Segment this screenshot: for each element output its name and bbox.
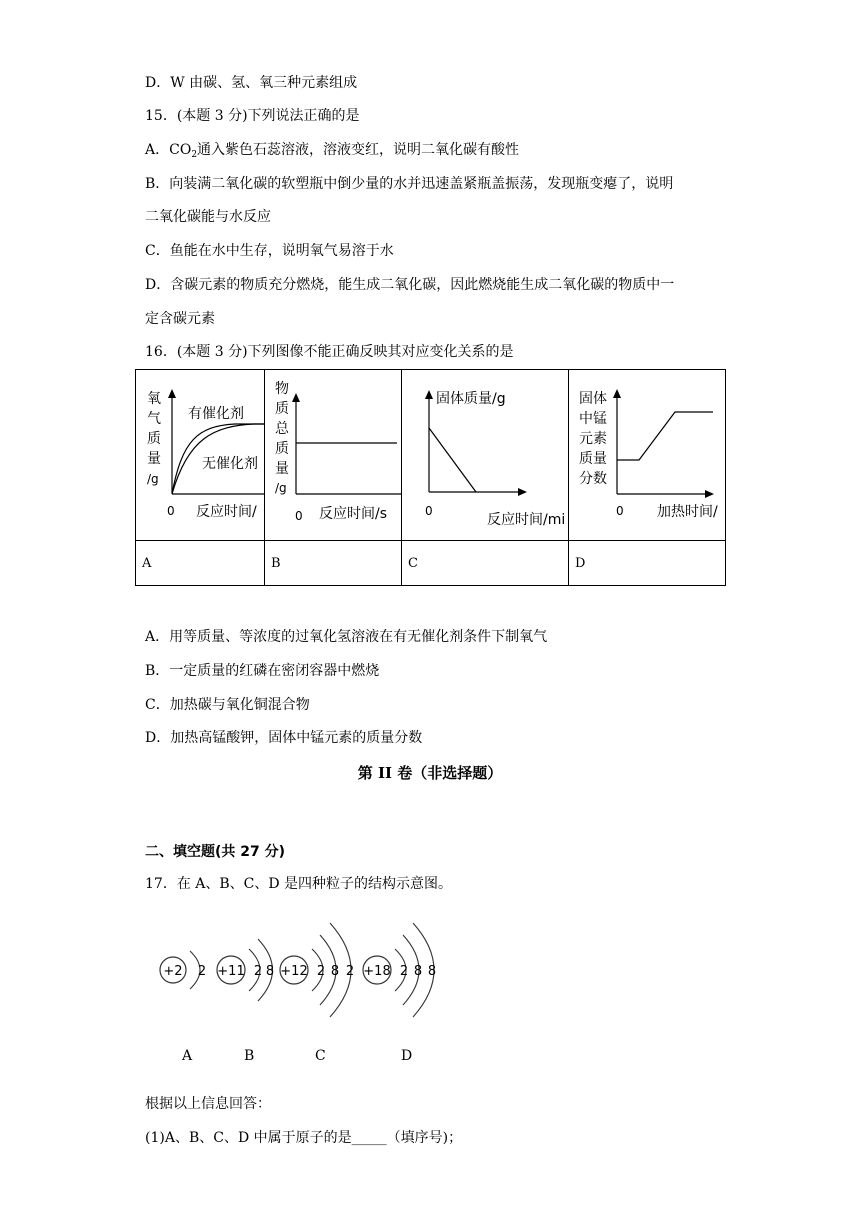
q15-option-c: C．鱼能在水中生存，说明氧气易溶于水: [145, 243, 394, 259]
graph-d-line: [617, 412, 713, 460]
graph-label-c: C: [402, 541, 569, 586]
particle-c: [280, 923, 354, 1017]
q17-prompt: 根据以上信息回答：: [145, 1096, 271, 1112]
graph-d-y-arrow: [613, 389, 621, 398]
graph-a-ylabel-2: 质: [147, 431, 161, 447]
graph-b-ylabel-0: 物: [275, 381, 289, 397]
q15-option-a: [145, 140, 519, 165]
part-ii-heading: 第 II 卷（非选择题）: [357, 764, 503, 782]
graph-a-cell: [136, 370, 265, 541]
particle-b: [217, 939, 274, 1001]
graph-a-ylabel-3: 量: [147, 451, 161, 467]
graph-d-ylabel-1: 中锰: [579, 411, 607, 427]
particle-a-shell-1-electrons: 2: [197, 964, 207, 979]
graph-a-ylabel-4: /g: [147, 472, 159, 486]
q15-option-d-line2: 定含碳元素: [145, 311, 215, 327]
graph-c-cell: [402, 370, 569, 541]
graph-a-ylabel-0: 氧: [147, 391, 161, 407]
graph-c-ylabel: 固体质量/g: [436, 391, 506, 407]
graph-b-origin: 0: [295, 509, 303, 523]
q14-option-d: D．W 由碳、氢、氧三种元素组成: [145, 75, 358, 91]
graph-label-b: B: [265, 541, 402, 586]
graph-b-ylabel-3: 质: [275, 441, 289, 457]
q16-option-a: A．用等质量、等浓度的过氧化氢溶液在有无催化剂条件下制氧气: [145, 629, 548, 645]
graph-d-x-arrow: [705, 490, 714, 498]
graph-a-ylabel-1: 气: [147, 411, 161, 427]
graph-c-xlabel: 反应时间/mi: [487, 512, 566, 528]
particle-d-label: D: [401, 1048, 413, 1064]
graph-d-cell: [569, 370, 726, 541]
q15-stem: 15．(本题 3 分)下列说法正确的是: [145, 108, 360, 124]
graph-b-ylabel-4: 量: [275, 461, 289, 477]
graph-a: [136, 370, 265, 540]
graph-b-ylabel-1: 质: [275, 401, 289, 417]
graph-d-ylabel-2: 元素: [579, 431, 607, 447]
particle-d-shell-2-electrons: 8: [413, 964, 423, 979]
graph-a-y-arrow: [168, 389, 176, 398]
particle-a-label: A: [182, 1048, 193, 1064]
graph-b-ylabel-5: /g: [275, 481, 287, 495]
particle-d-nucleus: +18: [363, 964, 391, 979]
graph-c-y-arrow: [425, 390, 433, 399]
q17-stem: 17．在 A、B、C、D 是四种粒子的结构示意图。: [145, 876, 453, 892]
section-2-title: 二、填空题(共 27 分): [145, 844, 286, 860]
graph-a-origin: 0: [167, 504, 175, 518]
graph-c-x-arrow: [518, 488, 527, 496]
particle-c-shell-1-electrons: 2: [316, 964, 326, 979]
graph-d: [569, 370, 726, 540]
graph-d-origin: 0: [616, 504, 624, 518]
graph-b-ylabel-2: 总: [275, 421, 289, 437]
q17-sub1: (1)A、B、C、D 中属于原子的是_____（填序号)；: [145, 1130, 463, 1146]
graph-a-label-catalyst: 有催化剂: [188, 406, 244, 422]
graph-b-y-arrow: [292, 393, 300, 402]
particle-d: [363, 923, 436, 1017]
graph-label-a: A: [136, 541, 265, 586]
graph-b-cell: [265, 370, 402, 541]
q16-stem: 16．(本题 3 分)下列图像不能正确反映其对应变化关系的是: [145, 344, 514, 360]
particle-a-nucleus: +2: [163, 964, 183, 979]
graph-d-xlabel: 加热时间/: [657, 504, 718, 520]
particle-d-shell-3-electrons: 8: [427, 964, 437, 979]
q15-option-a-sub: 2: [191, 150, 198, 160]
particle-b-nucleus: +11: [217, 964, 245, 979]
particle-c-nucleus: +12: [280, 964, 308, 979]
graph-c-origin: 0: [425, 504, 433, 518]
q15-option-a-pre: A．CO: [145, 142, 192, 158]
q16-option-c: C．加热碳与氧化铜混合物: [145, 697, 310, 713]
graph-c-line: [429, 428, 476, 492]
particle-structure-diagram: [150, 915, 460, 1025]
q15-option-d-line1: D．含碳元素的物质充分燃烧，能生成二氧化碳，因此燃烧能生成二氧化碳的物质中一: [145, 277, 675, 293]
particle-a: [160, 951, 206, 989]
q15-option-b-line1: B．向装满二氧化碳的软塑瓶中倒少量的水并迅速盖紧瓶盖振荡，发现瓶变瘪了，说明: [145, 176, 674, 192]
graph-label-d: D: [569, 541, 726, 586]
graph-c: [402, 370, 569, 540]
graph-a-label-no-catalyst: 无催化剂: [202, 456, 258, 472]
particle-b-shell-2-electrons: 8: [265, 964, 275, 979]
q16-graph-table: [135, 369, 726, 586]
graph-d-ylabel-0: 固体: [579, 391, 607, 407]
graph-b-xlabel: 反应时间/s: [319, 506, 388, 522]
particle-c-label: C: [315, 1048, 326, 1064]
particle-d-shell-1-electrons: 2: [399, 964, 409, 979]
graph-b: [265, 370, 402, 540]
q15-option-a-post: 通入紫色石蕊溶液，溶液变红，说明二氧化碳有酸性: [197, 142, 520, 158]
particle-b-label: B: [244, 1048, 255, 1064]
particle-c-shell-3-electrons: 2: [345, 964, 355, 979]
graph-a-xlabel: 反应时间/: [196, 504, 257, 520]
q15-option-b-line2: 二氧化碳能与水反应: [145, 209, 271, 225]
q16-option-b: B．一定质量的红磷在密闭容器中燃烧: [145, 663, 380, 679]
graph-d-ylabel-4: 分数: [579, 471, 607, 487]
q16-option-d: D．加热高锰酸钾，固体中锰元素的质量分数: [145, 730, 423, 746]
particle-c-shell-2-electrons: 8: [330, 964, 340, 979]
particle-b-shell-1-electrons: 2: [253, 964, 263, 979]
graph-d-ylabel-3: 质量: [579, 451, 607, 467]
